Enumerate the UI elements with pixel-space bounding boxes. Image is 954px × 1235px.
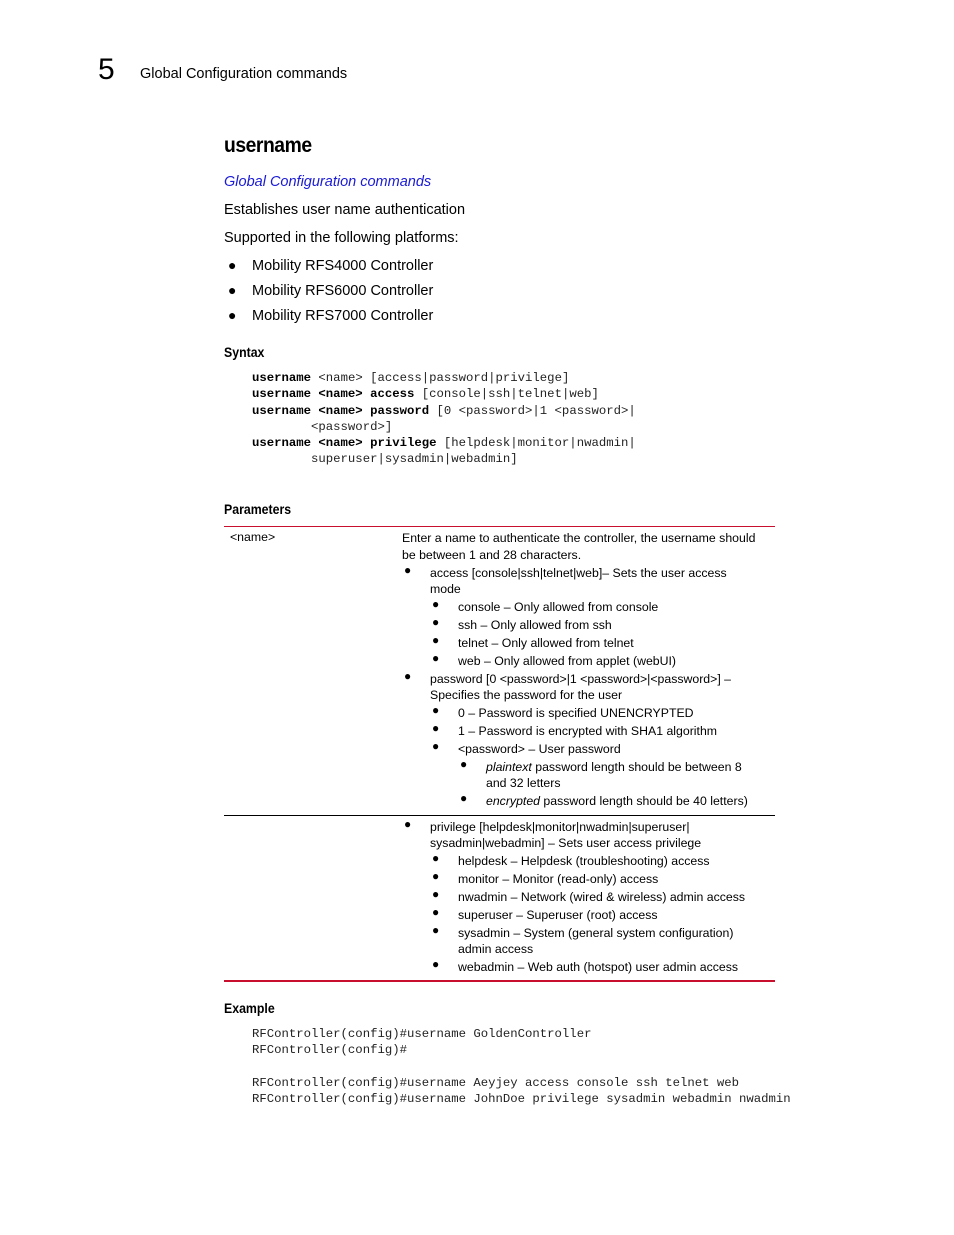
bullet-icon: ● [432,651,440,665]
table-top-rule [224,526,775,527]
bullet-icon: ● [432,703,440,717]
bullet-icon: ● [432,957,440,971]
bullet-icon: ● [404,669,412,683]
bullet-icon: ● [432,721,440,735]
description: Establishes user name authentication [224,202,466,218]
bullet-icon: ● [460,791,468,805]
table-bottom-rule [224,980,775,982]
code-line: RFController(config)#username GoldenController [252,1027,592,1041]
param-name: <name> [230,530,276,544]
chapter-number: 5 [98,53,115,86]
parameters-heading: Parameters [224,501,292,517]
code-line: RFController(config)#username Aeyjey access console ssh telnet web [252,1075,740,1090]
bullet-icon: ● [432,905,440,919]
bullet-icon: ● [432,923,440,937]
bullet-icon: ● [460,757,468,771]
example-heading: Example [224,1000,275,1016]
syntax-block: username <name> [access|password|privilege] username <name> access [console|ssh|telnet|web] username <name> password [0 <password>|1 <password>| <password>] username <name> privilege [helpdesk|monitor|nwadmin| superuser|sysadmin|webadmin] [252,371,636,467]
chapter-title: Global Configuration commands [140,66,348,82]
example-block [252,1026,791,1107]
bullet-icon: ● [404,817,412,831]
bullet-icon: ● [432,887,440,901]
bullet-icon: ● [432,597,440,611]
bullet-icon: ● [228,307,237,323]
bullet-icon: ● [404,563,412,577]
syntax-heading: Syntax [224,344,265,360]
code-line: RFController(config)# [252,1043,407,1058]
page-title: username [224,134,312,157]
bullet-icon: ● [228,282,237,298]
platforms-intro: Supported in the following platforms: [224,230,459,246]
bullet-icon: ● [228,257,237,273]
code-line: RFController(config)#username JohnDoe privilege sysadmin webadmin nwadmin [252,1092,791,1107]
bullet-icon: ● [432,739,440,753]
bullet-icon: ● [432,633,440,647]
table-row-divider [224,815,775,816]
bullet-icon: ● [432,851,440,865]
bullet-icon: ● [432,869,440,883]
context-link[interactable]: Global Configuration commands [224,174,432,190]
bullet-icon: ● [432,615,440,629]
